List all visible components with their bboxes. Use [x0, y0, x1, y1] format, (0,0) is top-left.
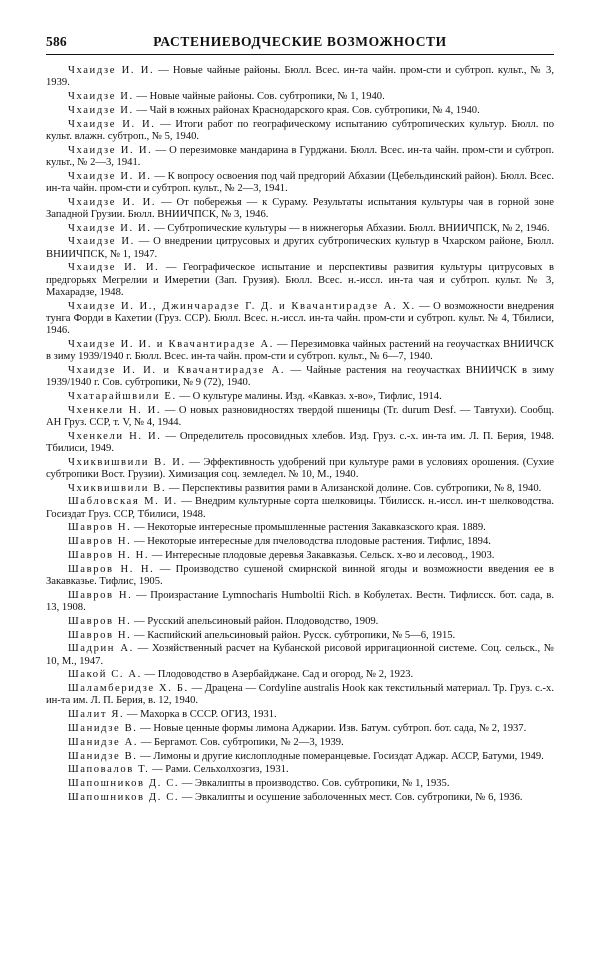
bibliography-entry — [46, 197, 554, 221]
entry-author: Шакой С. А. — [68, 669, 142, 681]
entry-citation: — Новые ценные формы лимона Аджарии. Изв. Батум. субтроп. бот. сада, № 2, 1937. — [137, 722, 527, 734]
entry-author: Шавров Н. — [68, 589, 133, 601]
entry-citation: — Внедрим культурные сорта шелковицы. Тбилисск. н.-иссл. ин-т шелководства. Госиздат Груз. ССР, Тбилиси, 1948. — [46, 496, 554, 520]
bibliography-entry — [46, 590, 554, 614]
entry-author: Чхиквишвили В. И. — [68, 456, 186, 468]
entry-author: Шалит Я. — [68, 709, 125, 721]
entry-citation: — Чайные растения на геоучастках ВНИИЧСК в зиму 1939/1940 г. Сов. субтропики, № 9 (72), 1940. — [46, 364, 555, 388]
entry-citation: — О новых разновидностях твердой пшеницы (Tr. durum Desf. — Тавтухи). Сообщ. АН Груз. ССР, т. V, № 4, 1944. — [46, 404, 554, 428]
entry-author: Шавров Н. — [68, 536, 132, 548]
entry-author: Шавров Н. — [68, 629, 132, 641]
entry-author: Чхаидзе И. И. — [68, 196, 157, 208]
bibliography-entry — [46, 65, 554, 89]
entry-citation: — Плодоводство в Азербайджане. Сад и огород, № 2, 1923. — [141, 669, 414, 681]
bibliography-entry — [46, 683, 554, 707]
bibliography-entry — [46, 643, 554, 667]
entry-citation: — Эвкалипты в производство. Сов. субтропики, № 1, 1935. — [179, 778, 450, 790]
entry-citation: — Хозяйственный расчет на Кубанской рисовой ирригационной системе. Соц. сельск., № 10, М., 1947. — [46, 643, 554, 667]
entry-citation: — Географическое испытание и перспективы развития культуры цитрусовых в предгорьях Мегрелии и Имеретии (Зап. Грузия). Бюлл. Всес. н.-иссл. ин-та чая и субтроп. культ. № 3, Махарадзе, 1948. — [46, 262, 554, 298]
entry-citation: — О перезимовке мандарина в Гурджани. Бюлл. Всес. ин-та чайн. пром-сти и субтроп. культ., № 2—3, 1941. — [46, 144, 554, 168]
bibliography-entry — [46, 536, 554, 548]
bibliography-entry — [46, 630, 554, 642]
bibliography-entry — [46, 737, 554, 749]
bibliography-entry — [46, 496, 554, 520]
bibliography-entry — [46, 391, 554, 403]
entry-author: Чхаидзе И. И., Джинчарадзе Г. Д. и Квачантирадзе А. Х. — [68, 300, 416, 312]
bibliography-entry — [46, 91, 554, 103]
bibliography-entry — [46, 236, 554, 260]
entry-author: Шавров Н. Н. — [68, 549, 150, 561]
entry-author: Чхаидзе И. И. — [68, 170, 152, 182]
entry-author: Чхаидзе И. — [68, 91, 134, 102]
entry-citation: — Некоторые интересные промышленные растения Закавказского края. 1889. — [131, 522, 486, 534]
entry-author: Чхаидзе И. И. — [68, 118, 156, 130]
entry-author: Чхаидзе И. И. — [68, 262, 160, 274]
entry-author: Шаповалов Т. — [68, 764, 150, 776]
entry-author: Шавров Н. — [68, 615, 132, 627]
entry-citation: — Эвкалипты и осушение заболоченных мест. Сов. субтропики, № 6, 1936. — [179, 791, 523, 803]
bibliography-entry — [46, 105, 554, 117]
bibliography-entry — [46, 457, 554, 481]
entry-citation: — Определитель просовидных хлебов. Изд. Груз. с.-х. ин-та им. Л. П. Берия, 1948. Тбилиси, 1949. — [46, 430, 554, 454]
entry-citation: — Эффективность удобрений при культуре рами в условиях орошения. (Сухие субтропики Вост. Грузии). Химизация соц. земледел. № 10, М., 1940. — [46, 456, 554, 480]
entry-author: Шавров Н. — [68, 522, 132, 534]
entry-author: Чхаидзе И. И. — [68, 65, 155, 76]
running-title: РАСТЕНИЕВОДЧЕСКИЕ ВОЗМОЖНОСТИ — [153, 34, 447, 49]
entry-citation: — Драцена — Cordyline australis Hook как текстильный материал. Тр. Груз. с.-х. ин-та им. Л. П. Берия, в. 12, 1940. — [46, 683, 554, 707]
bibliography-entry — [46, 709, 554, 721]
entry-citation: — От побережья — к Сураму. Результаты испытания культуры чая в горной зоне Западной Грузии. Бюлл. ВНИИЧПСК, № 3, 1946. — [46, 196, 554, 220]
entry-citation: — Произрастание Lymnocharis Humboltii Rich. в Кобулетах. Вестн. Тифлисск. бот. сада, в. 13, 1908. — [46, 589, 555, 613]
entry-citation: — Лимоны и другие кислоплодные померанцевые. Госиздат Аджар. АССР, Батуми, 1949. — [137, 750, 544, 762]
bibliography-entry — [46, 764, 554, 776]
entry-author: Чхенкели Н. И. — [68, 430, 162, 442]
bibliography-entry — [46, 339, 554, 363]
entry-citation: — Рами. Сельхолхозгиз, 1931. — [149, 764, 289, 776]
bibliography-entry — [46, 301, 554, 338]
bibliography-entry — [46, 171, 554, 195]
bibliography-entry — [46, 405, 554, 429]
page-number: 586 — [46, 34, 67, 49]
entry-citation: — О культуре малины. Изд. «Кавказ. х-во», Тифлис, 1914. — [176, 390, 442, 402]
bibliography-entry — [46, 145, 554, 169]
bibliography-entry — [46, 223, 554, 235]
entry-author: Шадрин А. — [68, 643, 134, 655]
entry-author: Шабловская М. И. — [68, 496, 178, 508]
entry-author: Шанидзе В. — [68, 750, 138, 762]
entry-citation: — Русский апельсиновый район. Плодоводство, 1909. — [131, 615, 379, 627]
entry-author: Чхаидзе И. И. — [68, 144, 153, 156]
bibliography-entry — [46, 778, 554, 790]
bibliography-entry — [46, 669, 554, 681]
bibliography-entry — [46, 483, 554, 495]
entry-author: Чхаидзе И. И. и Квачантирадзе А. — [68, 364, 286, 376]
entry-author: Шапошников Д. С. — [68, 791, 180, 803]
entry-citation: — К вопросу освоения под чай предгорий Абхазии (Цебельдинский район). Бюлл. Всес. ин-та чайн. пром-сти и субтроп. культ., № 2—3, 1941. — [46, 170, 554, 194]
bibliography-entry — [46, 723, 554, 735]
entry-citation: — Каспийский апельсиновый район. Русск. субтропики, № 5—6, 1915. — [131, 629, 456, 641]
entry-citation: — Интересные плодовые деревья Закавказья. Сельск. х-во и лесовод., 1903. — [149, 549, 495, 561]
entry-author: Чхатарайшвили Е. — [68, 390, 177, 402]
entry-author: Чхаидзе И. — [68, 236, 135, 248]
bibliography-entry — [46, 564, 554, 588]
entry-citation: — Новые чайные районы. Сов. субтропики, № 1, 1940. — [133, 91, 385, 102]
entry-citation: — Чай в южных районах Краснодарского края. Сов. субтропики, № 4, 1940. — [133, 104, 480, 116]
bibliography-entry — [46, 365, 554, 389]
running-header — [46, 34, 554, 55]
entry-author: Шавров Н. Н. — [68, 563, 155, 575]
entry-author: Шанидзе В. — [68, 722, 138, 734]
entry-citation: — Некоторые интересные для пчеловодства плодовые растения. Тифлис, 1894. — [131, 536, 491, 548]
entry-citation: — Производство сушеной смирнской винной ягоды и возможности введения ее в Закавказье. Тифлис, 1905. — [46, 563, 554, 587]
bibliography-entry — [46, 792, 554, 804]
entry-author: Чхаидзе И. — [68, 104, 134, 116]
bibliography-entry — [46, 431, 554, 455]
bibliography-entry — [46, 751, 554, 763]
entry-citation: — Новые чайные районы. Бюлл. Всес. ин-та чайн. пром-сти и субтроп. культ., № 3, 1939. — [46, 65, 554, 89]
entry-citation: — Итоги работ по географическому испытанию субтропических культур. Бюлл. по культ. влажн. субтроп., № 5, 1940. — [46, 118, 555, 142]
entry-citation: — О внедрении цитрусовых и других субтропических культур в Чхарском районе, Бюлл. ВНИИЧПСК, № 1, 1947. — [46, 236, 554, 260]
entry-author: Шапошников Д. С. — [68, 778, 180, 790]
entry-author: Чхенкели Н. И. — [68, 404, 162, 416]
entry-author: Чхаидзе И. И. — [68, 222, 152, 234]
bibliography-entry — [46, 522, 554, 534]
entry-citation: — Бергамот. Сов. субтропики, № 2—3, 1939. — [138, 736, 344, 748]
entry-author: Шаламберидзе Х. Б. — [68, 683, 189, 695]
entry-citation: — Перезимовка чайных растений на геоучастках ВНИИЧСК в зиму 1939/1940 г. Бюлл. Всес. ин-та чайн. пром-сти и субтроп. культ., № 6—7, 1940. — [46, 338, 555, 362]
bibliography-entry — [46, 119, 554, 143]
entry-citation: — Перспективы развития рами в Ализанской долине. Сов. субтропики, № 8, 1940. — [166, 482, 542, 494]
entry-author: Чхиквишвили В. — [68, 482, 167, 494]
bibliography-entry — [46, 550, 554, 562]
bibliography-entry — [46, 616, 554, 628]
bibliography-list — [46, 65, 554, 804]
entry-author: Чхаидзе И. И. и Квачантирадзе А. — [68, 338, 274, 350]
bibliography-entry — [46, 262, 554, 299]
entry-citation: — Субтропические культуры — в нижнегорья Абхазии. Бюлл. ВНИИЧПСК, № 2, 1946. — [151, 222, 550, 234]
entry-citation: — О возможности внедрения тунга Форди в Кахетии (Груз. ССР). Бюлл. Всес. н.-иссл. ин-та чайн. пром-сти и субтроп. культ. № 4, Тбилиси, 1946. — [46, 300, 554, 336]
entry-citation: — Махорка в СССР. ОГИЗ, 1931. — [124, 709, 277, 721]
entry-author: Шанидзе А. — [68, 736, 139, 748]
